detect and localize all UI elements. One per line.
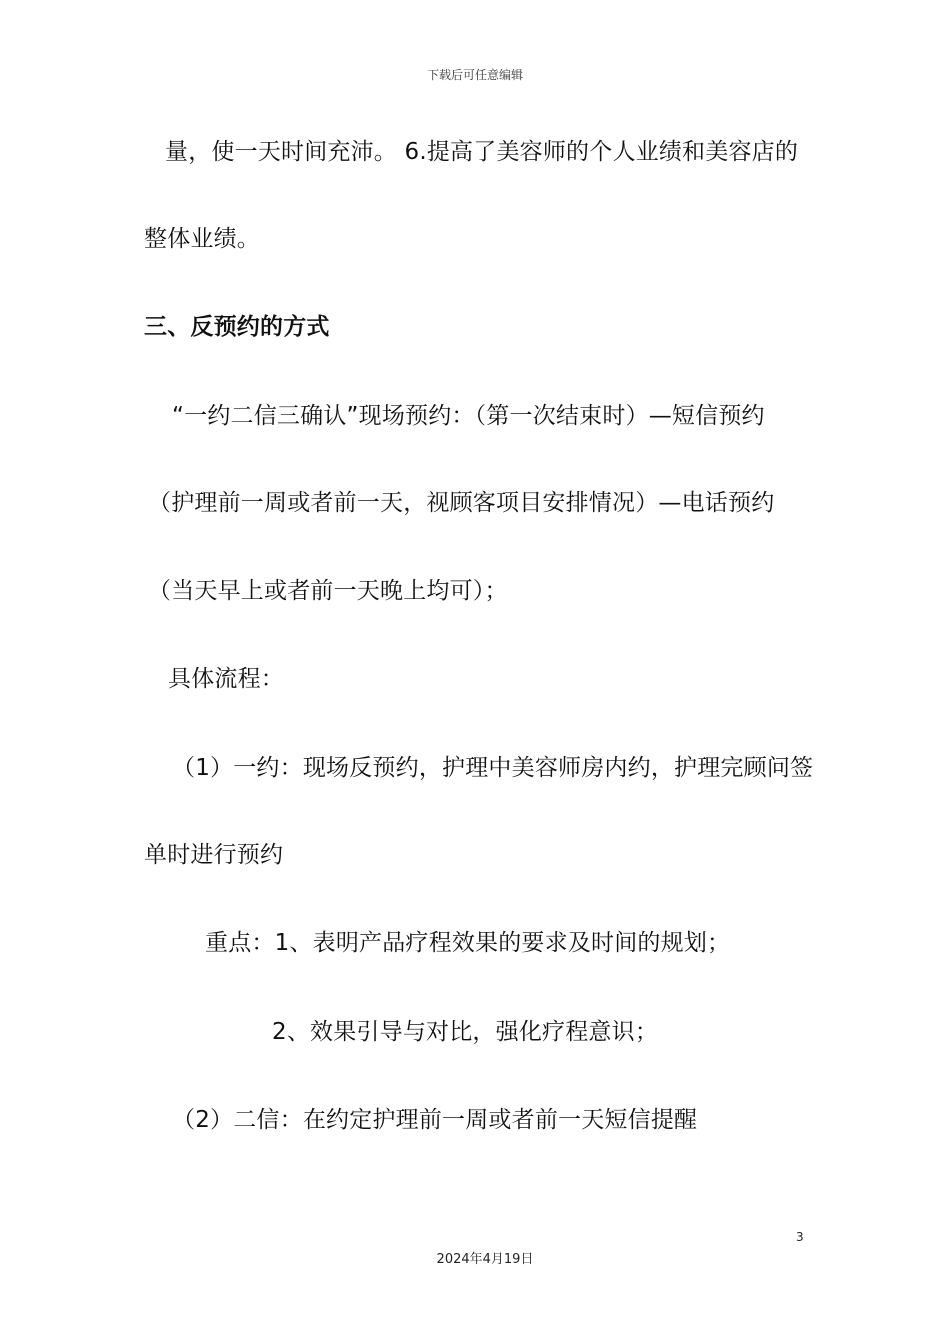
body-line-9: 重点：1、表明产品疗程效果的要求及时间的规划； [205,930,731,956]
body-line-4: （护理前一周或者前一天，视顾客项目安排情况）—电话预约 [148,490,775,516]
body-line-6: 具体流程： [168,666,284,692]
body-line-3: “一约二信三确认”现场预约：（第一次结束时）—短信预约 [172,403,765,429]
body-line-2: 整体业绩。 [144,226,260,252]
body-line-11: （2）二信：在约定护理前一周或者前一天短信提醒 [172,1107,698,1133]
page-header: 下载后可任意编辑 [426,68,523,82]
section-heading: 三、反预约的方式 [144,314,330,340]
body-line-5: （当天早上或者前一天晚上均可）； [148,578,508,604]
footer-date: 2024年4月19日 [436,1252,534,1267]
body-line-8: 单时进行预约 [144,842,284,868]
page-number: 3 [796,1230,804,1244]
body-line-10: 2、效果引导与对比，强化疗程意识； [272,1019,659,1045]
body-line-1: 量，使一天时间充沛。 6.提高了美容师的个人业绩和美容店的 [165,139,799,165]
body-line-7: （1）一约：现场反预约，护理中美容师房内约，护理完顾问签 [172,755,814,781]
